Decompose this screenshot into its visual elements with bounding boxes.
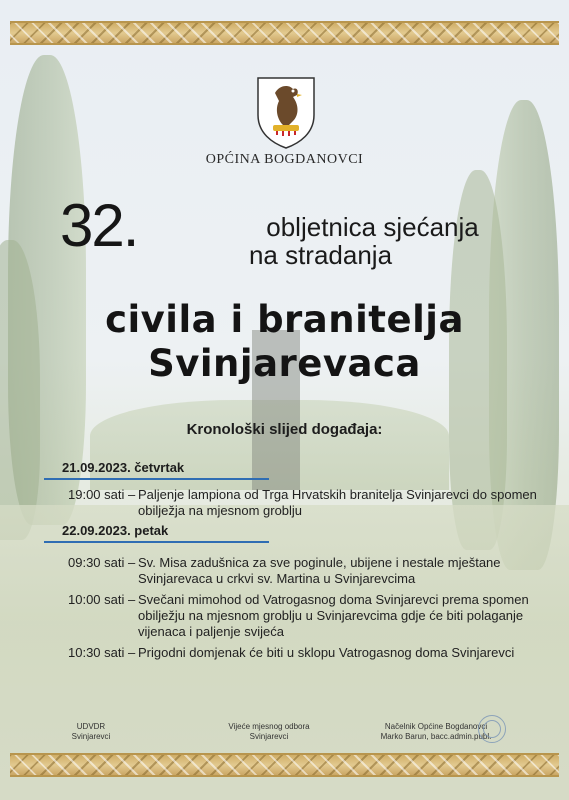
headline-line-2: Svinjarevaca — [148, 342, 421, 385]
divider-line — [44, 478, 269, 480]
footer-title: Načelnik Općine Bogdanovci — [384, 722, 488, 731]
anniversary-number: 32. — [60, 192, 138, 259]
footer-place: Svinjarevci — [249, 732, 289, 741]
footer-org: Vijeće mjesnog odbora — [228, 722, 310, 731]
footer-signature-left — [66, 722, 116, 742]
event-time: 10:30 sati – — [68, 645, 136, 660]
title-line-2: na stradanja — [248, 240, 393, 270]
schedule-subtitle: Kronološki slijed događaja: — [186, 421, 383, 438]
event-time: 09:30 sati – — [68, 555, 136, 570]
title-line-1: obljetnica sjećanja — [266, 212, 479, 242]
event-time: 19:00 sati – — [68, 487, 136, 502]
footer-person: Marko Barun, bacc.admin.publ. — [380, 732, 492, 741]
municipality-name: OPĆINA BOGDANOVCI — [205, 152, 364, 167]
official-stamp-icon — [478, 715, 506, 743]
headline-line-1: civila i branitelja — [105, 298, 464, 341]
coat-of-arms-icon — [255, 75, 317, 150]
event-description: Prigodni domjenak će biti u sklopu Vatrogasnog doma Svinjarevci — [138, 645, 515, 660]
divider-line — [44, 541, 269, 543]
footer-signature-center — [214, 722, 324, 742]
day-2-date: 22.09.2023. petak — [62, 523, 169, 538]
footer-org: UDVDR — [76, 722, 106, 731]
event-description: Svečani mimohod od Vatrogasnog doma Svinjarevci prema spomen obilježju na mjesnom groblju u Svinjarevcima gdje će biti polaganje vijenaca i paljenje svijeća — [138, 592, 529, 639]
day-1-date: 21.09.2023. četvrtak — [62, 460, 185, 475]
footer-place: Svinjarevci — [71, 732, 111, 741]
event-time: 10:00 sati – — [68, 592, 136, 607]
event-description: Sv. Misa zadušnica za sve poginule, ubijene i nestale mještane Svinjarevaca u crkvi sv. Martina u Svinjarevcima — [138, 555, 501, 586]
event-description: Paljenje lampiona od Trga Hrvatskih branitelja Svinjarevci do spomen obilježja na mjesnom groblju — [138, 487, 537, 518]
